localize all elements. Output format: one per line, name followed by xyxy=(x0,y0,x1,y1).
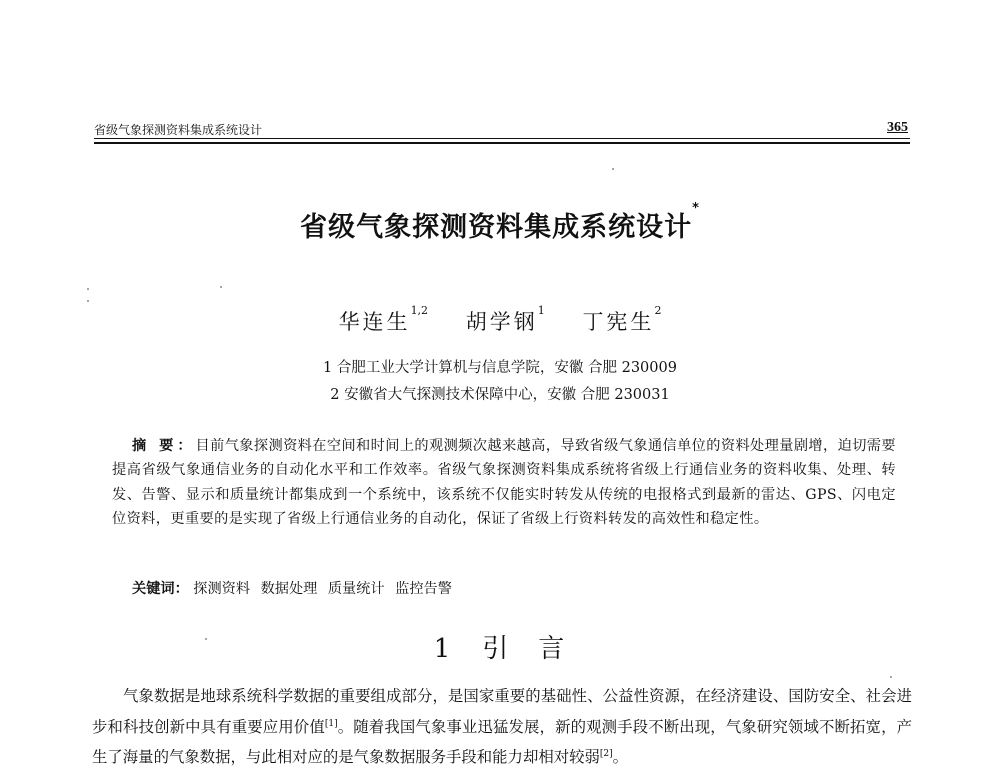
header-rule-thick xyxy=(94,142,910,144)
section-number: 1 xyxy=(433,634,453,664)
scan-speck xyxy=(87,288,89,290)
section-heading xyxy=(0,628,1000,665)
author-name: 胡学钢 xyxy=(465,310,538,334)
scan-speck xyxy=(612,168,614,170)
scan-speck xyxy=(87,300,89,302)
paper-title xyxy=(0,201,1000,244)
author-affil: 1,2 xyxy=(410,304,429,317)
paper-title-text: 省级气象探测资料集成系统设计 xyxy=(300,212,693,243)
abstract-label: 摘 要： xyxy=(132,438,196,454)
section-title: 引 言 xyxy=(482,634,567,664)
keyword: 探测资料 xyxy=(193,581,251,597)
author xyxy=(338,304,429,334)
abstract-text: 目前气象探测资料在空间和时间上的观测频次越来越高，导致省级气象通信单位的资料处理量剧增，迫切需要提高省级气象通信业务的自动化水平和工作效率。省级气象探测资料集成系统将省级上行通信业务的资料收集、处理、转发、告警、显示和质量统计都集成到一个系统中，该系统不仅能实时转发从传统的电报格式到最新的雷达、GPS、闪电定位资料，更重要的是实现了省级上行通信业务的自动化，保证了省级上行资料转发的高效性和稳定性。 xyxy=(112,438,896,528)
affiliation-1: 1 合肥工业大学计算机与信息学院，安徽 合肥 230009 xyxy=(323,360,677,376)
keywords xyxy=(132,578,458,598)
body-text-part: 气象数据是地球系统科学数据的重要组成部分，是国家重要的基础性、公益性资源，在经济建设、国防安全、社会进步和科技创新中具有重要应用价值 xyxy=(92,687,912,736)
citation-ref: [1] xyxy=(324,718,338,729)
body-text-part: 。随着我国气象事业迅猛发展，新的观测手段不断出现，气象研究领域不断拓宽，产生了海量的气象数据，与此相对应的是气象数据服务手段和能力却相对较弱 xyxy=(92,717,912,767)
body-text-part: 。 xyxy=(612,748,629,767)
author xyxy=(465,304,545,334)
scan-speck xyxy=(205,638,207,640)
author-affil: 1 xyxy=(537,304,545,317)
scan-speck xyxy=(890,676,892,678)
page-number: 365 xyxy=(887,120,908,135)
author-name: 丁宪生 xyxy=(582,310,655,334)
scan-speck xyxy=(220,286,222,288)
keyword: 监控告警 xyxy=(395,581,452,597)
abstract xyxy=(112,434,896,532)
keywords-label: 关键词： xyxy=(132,581,189,597)
title-footnote-marker: * xyxy=(692,201,700,216)
running-head-title: 省级气象探测资料集成系统设计 xyxy=(94,123,263,137)
citation-ref: [2] xyxy=(599,749,613,760)
author xyxy=(582,304,662,334)
keyword: 质量统计 xyxy=(327,581,385,597)
body-paragraph xyxy=(92,683,912,772)
author-list xyxy=(0,306,1000,336)
affiliation-2: 2 安徽省大气探测技术保障中心，安徽 合肥 230031 xyxy=(330,387,670,403)
header-rule-thin xyxy=(94,138,910,139)
author-name: 华连生 xyxy=(338,310,411,334)
author-affil: 2 xyxy=(654,304,662,317)
keyword: 数据处理 xyxy=(260,581,318,597)
